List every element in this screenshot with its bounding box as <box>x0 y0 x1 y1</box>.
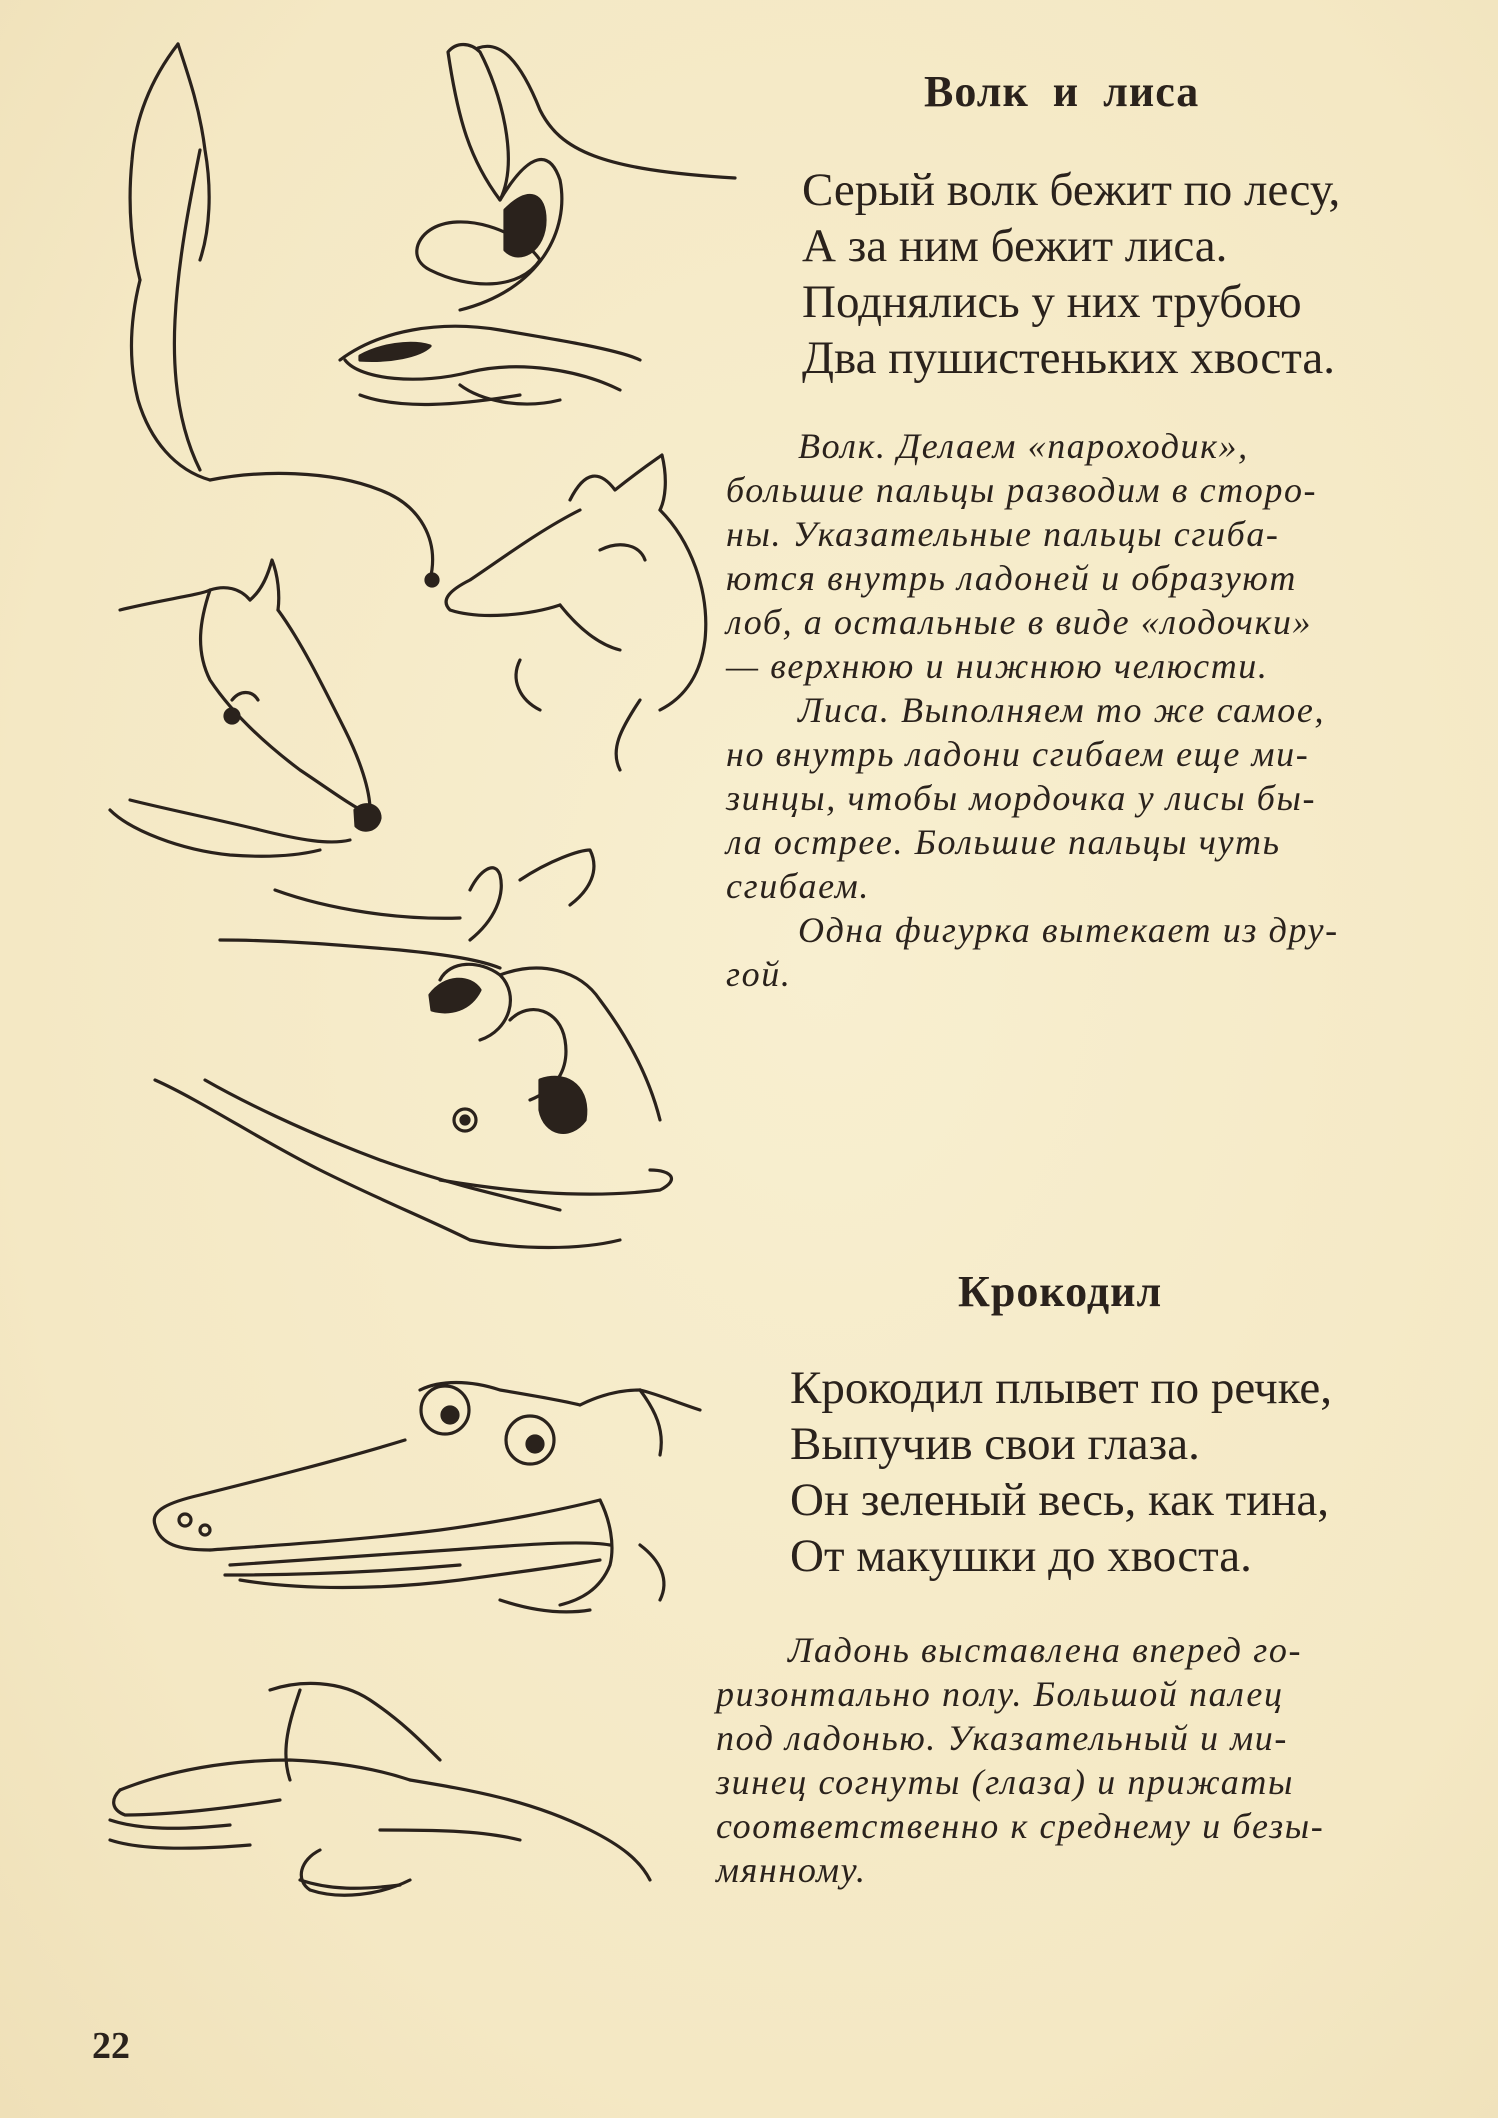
poem-line: Два пушистеньких хвоста. <box>802 332 1335 384</box>
wolf-hand-shadow-icon <box>130 44 735 770</box>
fox-hand-shadow-icon <box>110 560 671 1248</box>
poem-wolf-fox <box>802 162 1340 386</box>
page-number: 22 <box>92 2025 130 2067</box>
instruction-line: соответственно к среднему и безы- <box>716 1806 1325 1846</box>
poem-line: Выпучив свои глаза. <box>790 1418 1200 1470</box>
crocodile-hand-shadow-icon <box>110 1383 700 1896</box>
poem-line: Крокодил плывет по речке, <box>790 1362 1332 1414</box>
instruction-line: ризонтально полу. Большой палец <box>716 1674 1284 1714</box>
instruction-line: Лиса. Выполняем то же самое, <box>798 690 1326 730</box>
instruction-line: — верхнюю и нижнюю челюсти. <box>726 646 1269 686</box>
section-title-crocodile: Крокодил <box>958 1267 1163 1316</box>
instruction-line: лоб, а остальные в виде «лодочки» <box>726 602 1313 642</box>
instructions-crocodile <box>716 1628 1324 1892</box>
instruction-line: Волк. Делаем «пароходик», <box>798 426 1249 466</box>
instruction-line: большие пальцы разводим в сторо- <box>726 470 1318 510</box>
instruction-line: ла острее. Большие пальцы чуть <box>726 822 1281 862</box>
section-title-wolf-fox: Волк и лиса <box>924 67 1200 116</box>
instruction-line: зинцы, чтобы мордочка у лисы бы- <box>726 778 1317 818</box>
poem-line: Он зеленый весь, как тина, <box>790 1474 1329 1526</box>
instruction-line: Ладонь выставлена вперед го- <box>788 1630 1303 1670</box>
instructions-wolf-fox <box>726 424 1339 996</box>
poem-line: Поднялись у них трубою <box>802 276 1302 328</box>
instruction-line: но внутрь ладони сгибаем еще ми- <box>726 734 1310 774</box>
instruction-line: мянному. <box>716 1850 867 1890</box>
instruction-line: гой. <box>726 954 792 994</box>
instruction-line: сгибаем. <box>726 866 870 906</box>
instruction-line: Одна фигурка вытекает из дру- <box>798 910 1339 950</box>
instruction-line: ются внутрь ладоней и образуют <box>726 558 1297 598</box>
instruction-line: зинец согнуты (глаза) и прижаты <box>716 1762 1294 1802</box>
poem-line: От макушки до хвоста. <box>790 1530 1252 1582</box>
poem-line: А за ним бежит лиса. <box>802 220 1228 272</box>
instruction-line: ны. Указательные пальцы сгиба- <box>726 514 1280 554</box>
poem-line: Серый волк бежит по лесу, <box>802 164 1341 216</box>
poem-crocodile <box>790 1360 1332 1584</box>
instruction-line: под ладонью. Указательный и ми- <box>716 1718 1288 1758</box>
